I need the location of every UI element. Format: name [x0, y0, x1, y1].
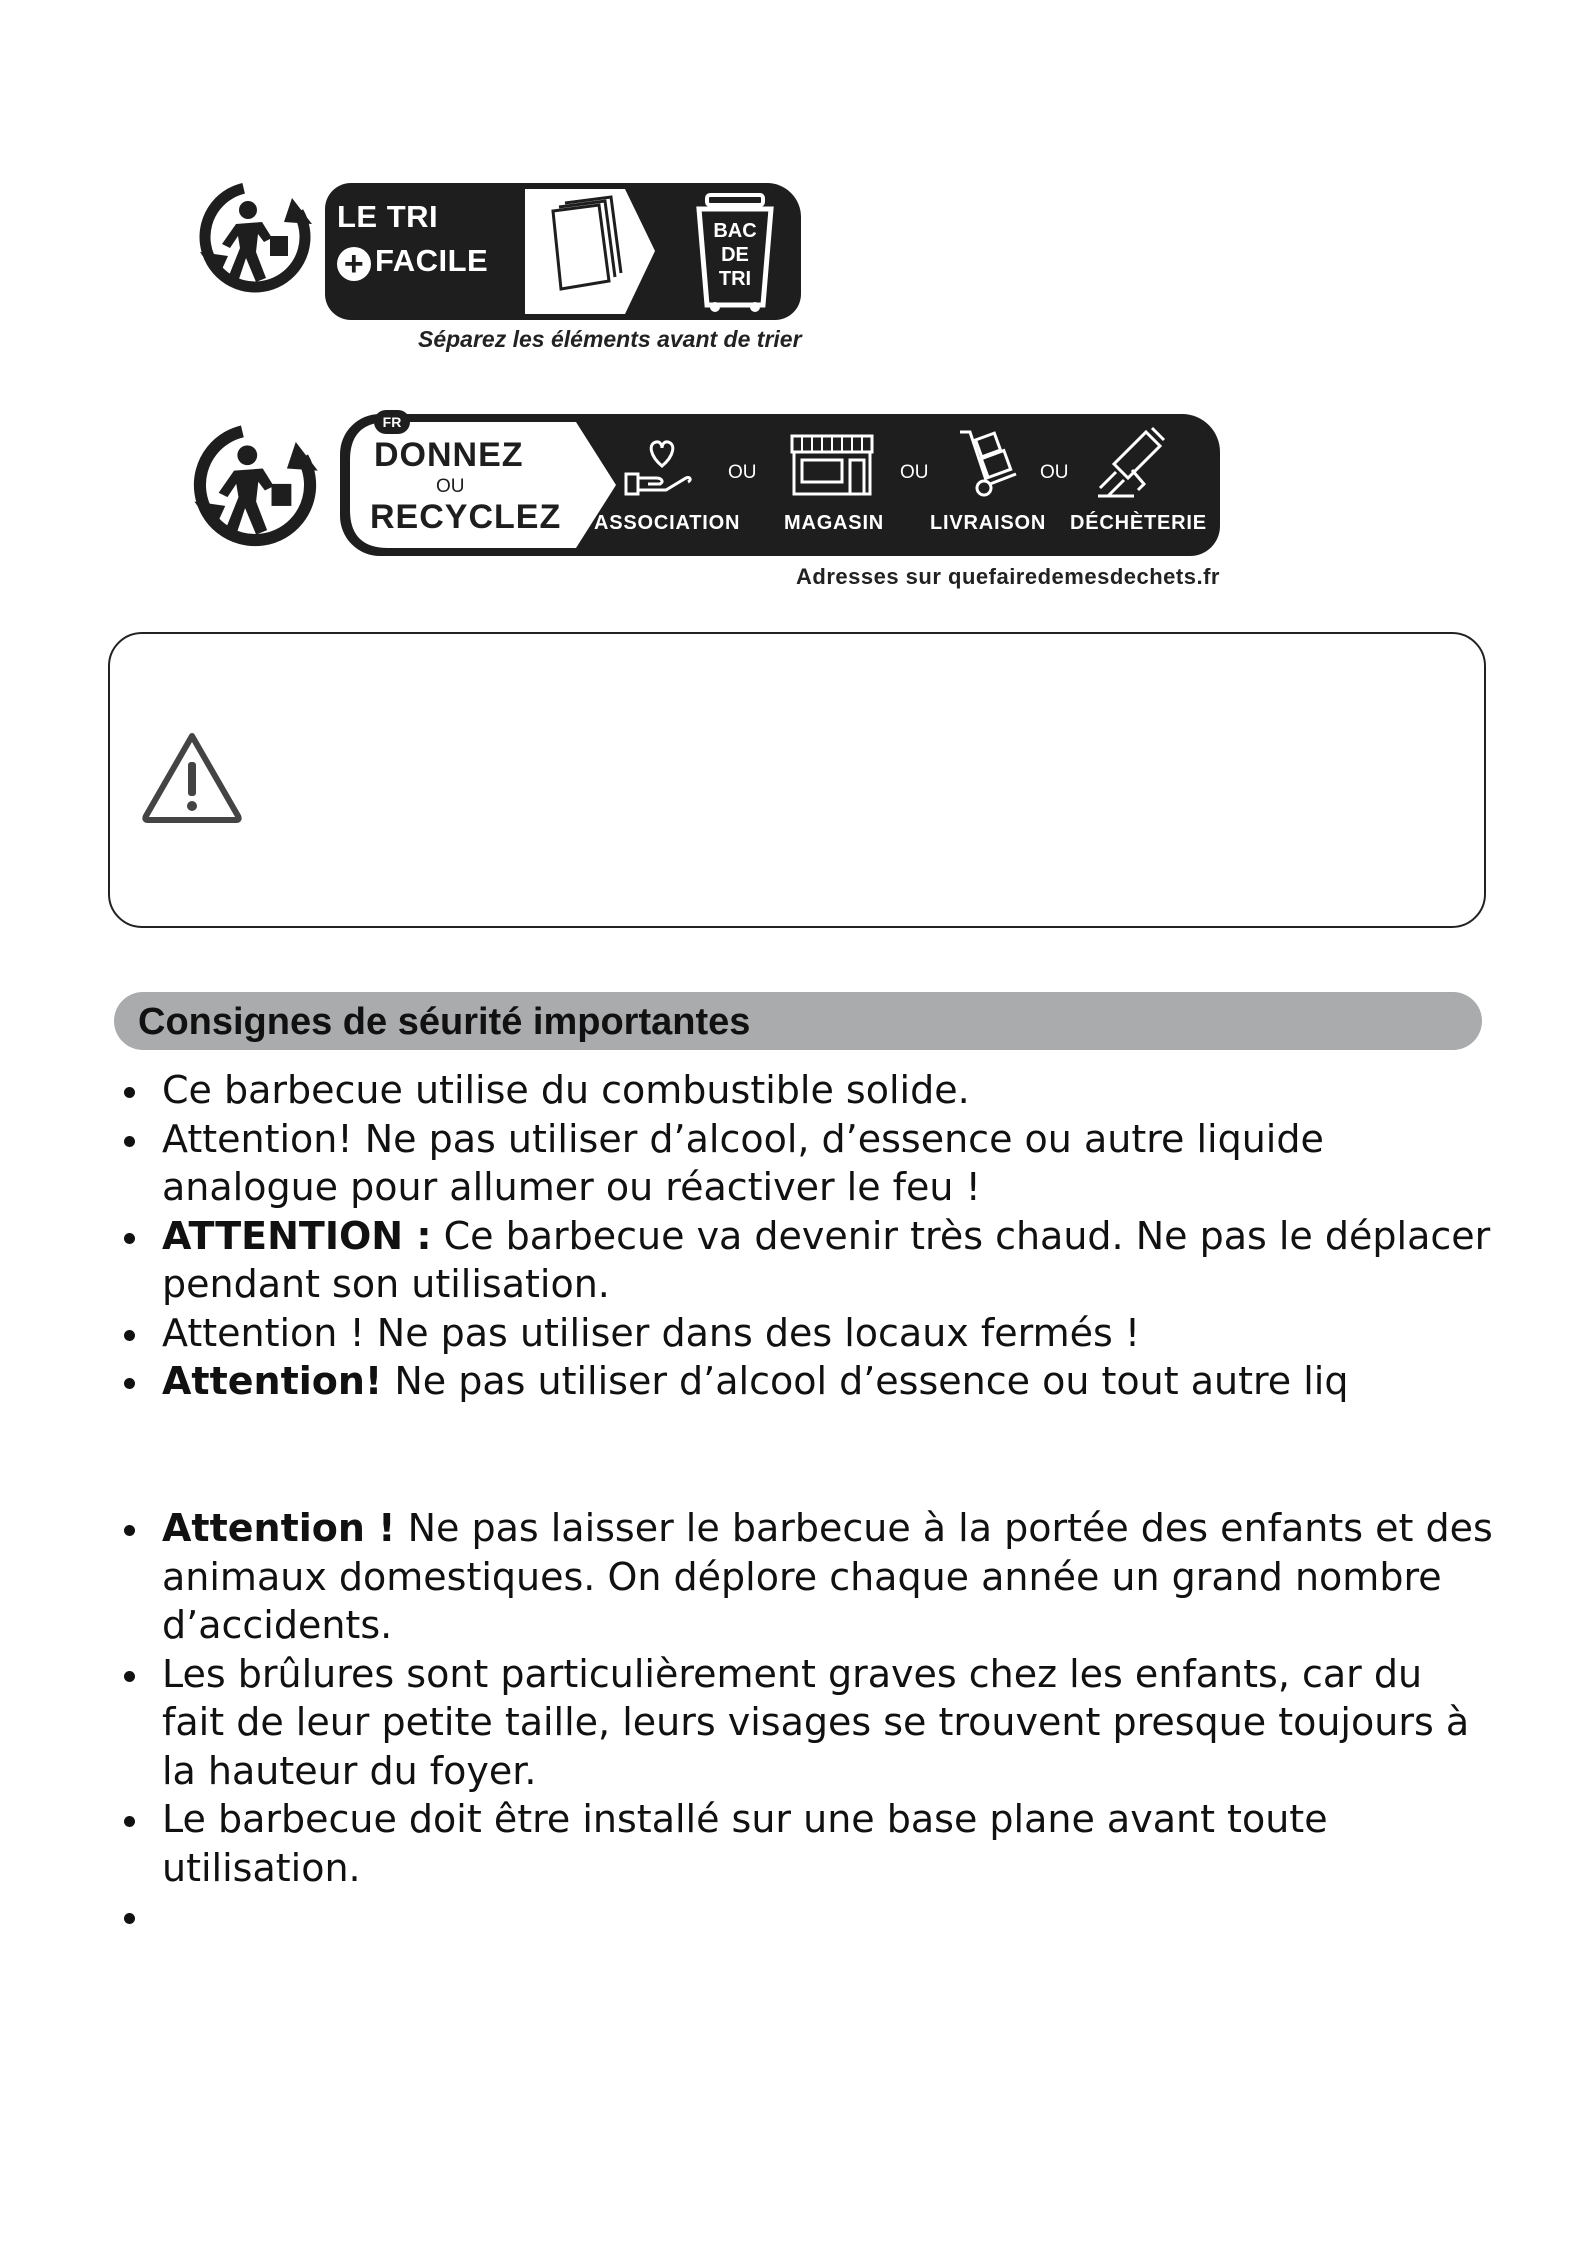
le-tri-text: LE TRI [337, 199, 439, 234]
bin-text-1: BAC [713, 220, 757, 242]
list-item [116, 1504, 1496, 1650]
bin-text-3: TRI [718, 268, 752, 290]
sorting-bin-icon [685, 191, 785, 313]
option-livraison: LIVRAISON [930, 512, 1047, 534]
bullet-strong: Attention ! [162, 1506, 396, 1550]
list-item [116, 1309, 1496, 1358]
safety-list-top [116, 1066, 1496, 1406]
shop-icon [788, 432, 876, 498]
list-item [116, 1650, 1496, 1796]
donnez-text: DONNEZ [374, 436, 524, 474]
dump-icon [1094, 426, 1166, 500]
facile-text: FACILE [375, 243, 489, 278]
safety-list-bottom [116, 1504, 1496, 1940]
bullet-text: Les brûlures sont particulièrement graves chez les enfants, car du fait de leur petite taille, leurs visages se trouvent presque toujours à la hauteur du foyer. [162, 1651, 1470, 1793]
ou-separator-1: OU [728, 462, 757, 483]
option-decheterie: DÉCHÈTERIE [1070, 512, 1207, 534]
bullet-text: Attention! Ne pas utiliser d’alcool, d’essence ou autre liquide analogue pour allumer ou réactiver le feu ! [162, 1116, 1324, 1209]
list-item [116, 1357, 1496, 1406]
tri-caption: Séparez les éléments avant de trier [418, 326, 802, 352]
hand-heart-icon [622, 436, 702, 496]
hand-truck-icon [954, 426, 1024, 500]
triman-recycle-icon [196, 178, 314, 296]
fr-tag: FR [374, 410, 410, 434]
ou-separator-2: OU [900, 462, 929, 483]
bin-text-2: DE [721, 244, 749, 266]
bullet-text: Ne pas utiliser d’alcool d’essence ou tout autre liq [382, 1359, 1349, 1403]
list-item [116, 1795, 1496, 1892]
warning-box [108, 632, 1486, 928]
option-magasin: MAGASIN [784, 512, 885, 534]
ou-separator-3: OU [1040, 462, 1069, 483]
section-title: Consignes de séurité importantes [114, 992, 1482, 1050]
list-item [116, 1066, 1496, 1115]
warning-triangle-icon [140, 730, 244, 824]
bullet-text: Ce barbecue utilise du combustible solide. [162, 1068, 970, 1112]
bullet-text: Attention ! Ne pas utiliser dans des locaux fermés ! [162, 1310, 1141, 1355]
bullet-strong: ATTENTION : [162, 1213, 432, 1258]
tri-facile-badge [325, 183, 801, 320]
donnez-caption: Adresses sur quefairedemesdechets.fr [796, 564, 1220, 589]
triman-recycle-icon [190, 420, 320, 550]
bullet-text: Le barbecue doit être installé sur une base plane avant toute utilisation. [162, 1797, 1328, 1890]
bullet-text: Ce barbecue va devenir très chaud. Ne pas le déplacer pendant son utilisation. [162, 1213, 1491, 1306]
list-item [116, 1212, 1496, 1309]
paper-icon [525, 189, 660, 314]
recyclez-text: RECYCLEZ [370, 498, 562, 536]
plus-icon: + [337, 247, 371, 281]
ou-text: OU [436, 476, 465, 497]
list-item [116, 1115, 1496, 1212]
bullet-strong: Attention! [162, 1359, 383, 1403]
list-item [116, 1892, 1496, 1940]
bullet-text: Ne pas laisser le barbecue à la portée des enfants et des animaux domestiques. On déplore chaque année un grand nombre d’accidents. [162, 1506, 1493, 1647]
option-association: ASSOCIATION [594, 512, 741, 534]
tri-facile-label [337, 195, 488, 283]
donnez-recyclez-badge [340, 414, 1220, 556]
